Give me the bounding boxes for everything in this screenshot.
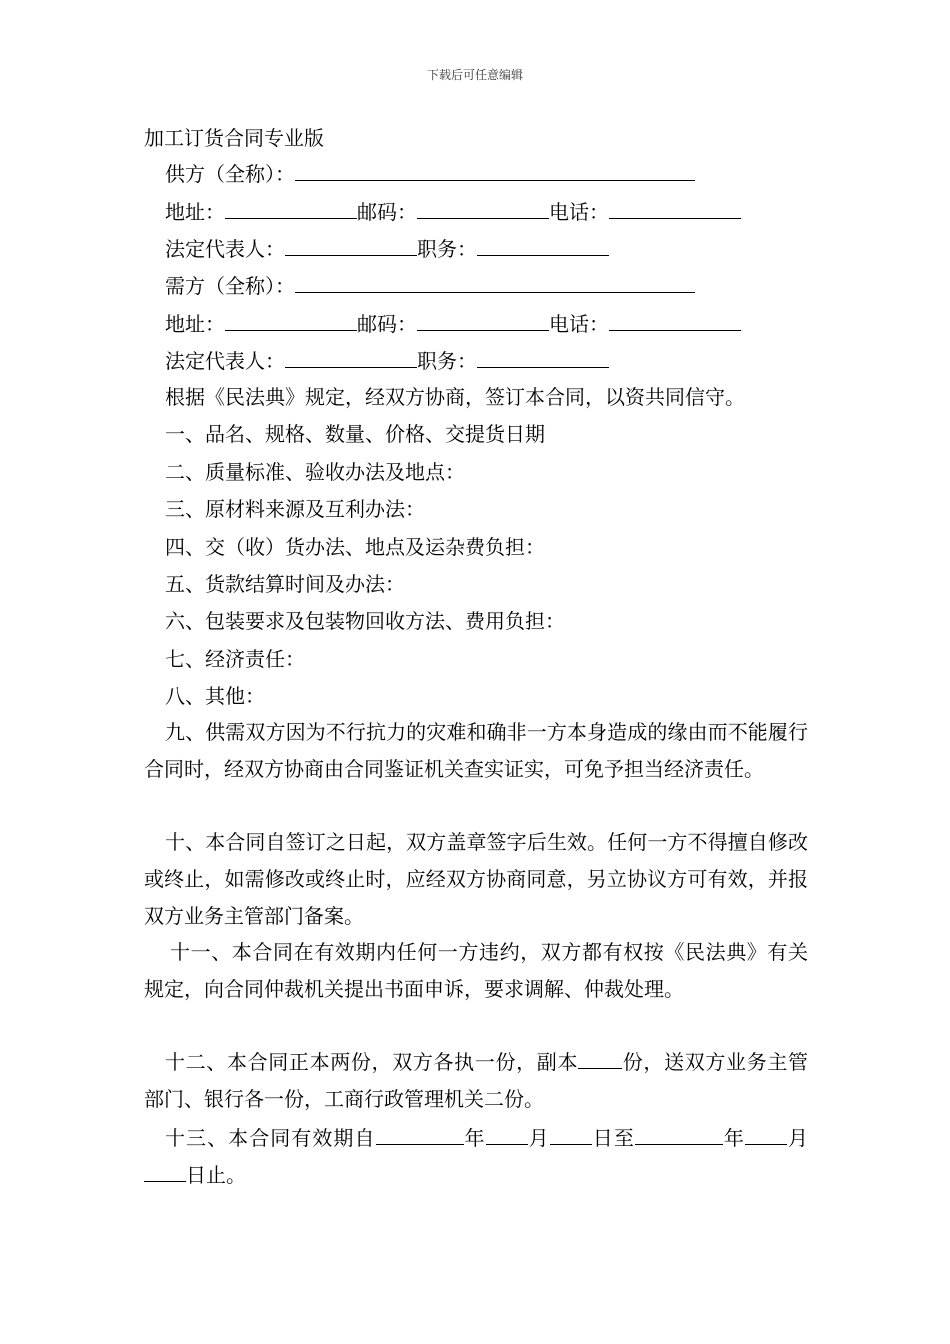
supplier-address-label: 地址： — [165, 200, 225, 224]
clause-9: 九、供需双方因为不行抗力的灾难和确非一方本身造成的缘由而不能履行合同时，经双方协商由合同鉴证机关查实证实，可免予担当经济责任。 — [144, 720, 808, 781]
buyer-name-line — [165, 272, 695, 298]
page-header: 下载后可任意编辑 — [426, 68, 523, 82]
supplier-position-label: 职务： — [417, 237, 477, 261]
clause-8: 八、其他： — [165, 684, 265, 708]
buyer-rep-line — [165, 347, 609, 373]
clause-13-part1: 十三、本合同有效期自 — [165, 1126, 376, 1150]
preamble: 根据《民法典》规定，经双方协商，签订本合同，以资共同信守。 — [165, 385, 745, 409]
start-year-label: 年 — [463, 1126, 486, 1150]
buyer-position-blank — [477, 347, 609, 368]
clause-1: 一、品名、规格、数量、价格、交提货日期 — [165, 422, 545, 446]
start-month-blank — [486, 1124, 528, 1145]
buyer-postcode-blank — [417, 310, 549, 331]
buyer-phone-blank — [609, 310, 741, 331]
buyer-name-blank — [295, 272, 695, 293]
clause-12-part2: 份，送双方业务主管部门、银行各一份，工商行政管理机关二份。 — [144, 1050, 809, 1111]
supplier-name-blank — [295, 160, 695, 181]
supplier-rep-label: 法定代表人： — [165, 237, 285, 261]
buyer-address-blank — [225, 310, 357, 331]
clause-13 — [144, 1120, 808, 1194]
supplier-phone-label: 电话： — [549, 200, 609, 224]
start-day-label: 日至 — [591, 1126, 635, 1150]
buyer-phone-label: 电话： — [549, 312, 609, 336]
supplier-address-blank — [225, 198, 357, 219]
clause-5: 五、货款结算时间及办法： — [165, 572, 405, 596]
clause-2: 二、质量标准、验收办法及地点： — [165, 460, 465, 484]
buyer-name-label: 需方（全称）： — [165, 274, 295, 298]
end-year-label: 年 — [722, 1126, 745, 1150]
end-day-blank — [144, 1161, 186, 1182]
buyer-position-label: 职务： — [417, 349, 477, 373]
start-year-blank — [376, 1124, 464, 1145]
buyer-postcode-label: 邮码： — [357, 312, 417, 336]
buyer-contact-line — [165, 310, 741, 336]
buyer-rep-blank — [285, 347, 417, 368]
supplier-position-blank — [477, 235, 609, 256]
clause-10: 十、本合同自签订之日起，双方盖章签字后生效。任何一方不得擅自修改或终止，如需修改或终止时，应经双方协商同意，另立协议方可有效，并报双方业务主管部门备案。 — [144, 830, 808, 928]
buyer-rep-label: 法定代表人： — [165, 349, 285, 373]
end-day-label: 日止。 — [186, 1163, 246, 1187]
clause-12 — [144, 1044, 808, 1118]
clause-4: 四、交（收）货办法、地点及运杂费负担： — [165, 535, 545, 559]
clause-6: 六、包装要求及包装物回收方法、费用负担： — [165, 609, 565, 633]
end-year-blank — [635, 1124, 723, 1145]
supplier-phone-blank — [609, 198, 741, 219]
clause-3: 三、原材料来源及互利办法： — [165, 497, 425, 521]
document-title: 加工订货合同专业版 — [144, 126, 324, 150]
end-month-blank — [745, 1124, 787, 1145]
supplier-name-label: 供方（全称）： — [165, 162, 295, 186]
start-month-label: 月 — [527, 1126, 550, 1150]
supplier-postcode-label: 邮码： — [357, 200, 417, 224]
clause-11: 十一、本合同在有效期内任何一方违约，双方都有权按《民法典》有关规定，向合同仲裁机关提出书面申诉，要求调解、仲裁处理。 — [144, 940, 808, 1001]
clause-7: 七、经济责任： — [165, 647, 305, 671]
buyer-address-label: 地址： — [165, 312, 225, 336]
clause-12-part1: 十二、本合同正本两份，双方各执一份，副本 — [165, 1050, 579, 1074]
end-month-label: 月 — [786, 1126, 809, 1150]
copies-blank — [578, 1048, 622, 1069]
supplier-rep-line — [165, 235, 609, 261]
supplier-contact-line — [165, 198, 741, 224]
supplier-rep-blank — [285, 235, 417, 256]
supplier-name-line — [165, 160, 695, 186]
supplier-postcode-blank — [417, 198, 549, 219]
start-day-blank — [550, 1124, 592, 1145]
